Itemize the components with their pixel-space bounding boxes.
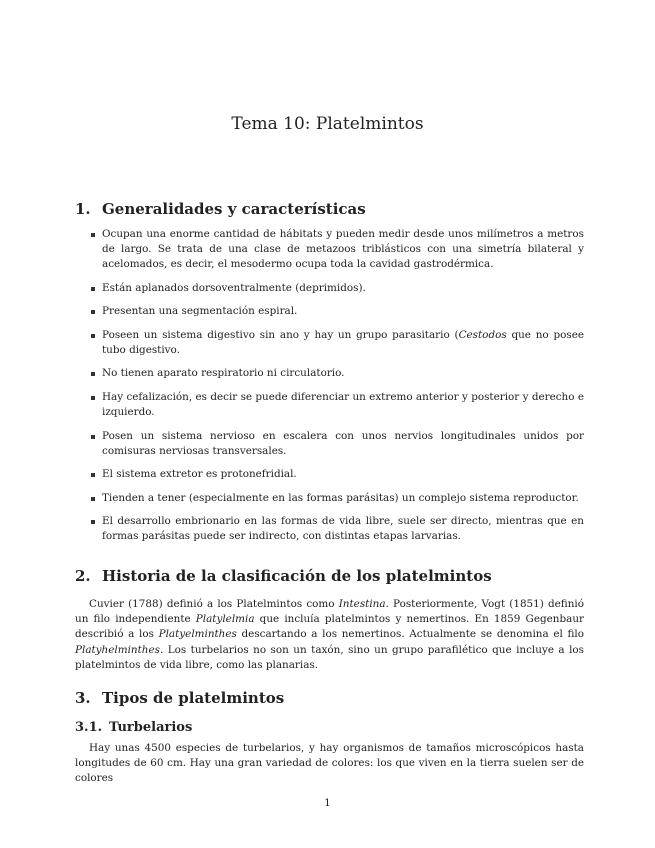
list-item-text: Están aplanados dorsoventralmente (deprimidos).	[102, 281, 366, 294]
list-item-text: Posen un sistema nervioso en escalera con unos nervios longitudinales unidos por comisuras nerviosas transversales.	[102, 429, 584, 457]
paragraph-text: . Posteriormente, Vogt (1851) definió un filo independiente	[75, 598, 584, 626]
section-title: Historia de la clasificación de los platelmintos	[102, 567, 492, 585]
list-item-text: No tienen aparato respiratorio ni circulatorio.	[102, 367, 345, 380]
page-number: 1	[324, 797, 331, 809]
list-item	[88, 514, 584, 544]
list-item	[88, 227, 584, 272]
paragraph-italic: Intestina	[338, 598, 386, 610]
bullet-icon	[91, 473, 95, 477]
list-item-text: El desarrollo embrionario en las formas de vida libre, suele ser directo, mientras que en formas parásitas puede ser indirecto, con distintas etapas larvarias.	[102, 515, 584, 543]
paragraph-text: Cuvier (1788) definió a los Platelmintos como	[89, 598, 339, 610]
section-number: 3.	[75, 689, 91, 707]
subsection-heading-3-1	[75, 720, 192, 735]
list-item	[88, 491, 584, 506]
list-item-text: Presentan una segmentación espiral.	[102, 305, 298, 318]
paragraph-italic: Platylelmia	[195, 613, 255, 626]
subsection-title: Turbelarios	[109, 720, 193, 735]
bullet-icon	[91, 287, 95, 291]
bullet-icon	[91, 372, 95, 376]
list-item	[88, 390, 584, 420]
section-number: 2.	[75, 567, 91, 585]
bullet-icon	[91, 334, 95, 338]
bullet-icon	[91, 310, 95, 314]
list-item	[88, 429, 584, 459]
bullet-icon	[91, 435, 95, 439]
list-item-italic: Cestodos	[458, 328, 507, 341]
list-item-text: Poseen un sistema digestivo sin ano y hay un grupo parasitario (	[102, 328, 459, 341]
bullet-icon	[91, 396, 95, 400]
list-item-text: Hay cefalización, es decir se puede diferenciar un extremo anterior y posterior y derecho e izquierdo.	[102, 390, 584, 418]
list-item	[88, 281, 584, 296]
list-item-text: que no posee tubo digestivo.	[102, 328, 585, 356]
characteristics-list	[88, 227, 584, 553]
bullet-icon	[91, 233, 95, 237]
list-item-text: Tienden a tener (especialmente en las formas parásitas) un complejo sistema reproductor.	[102, 491, 579, 504]
list-item-text: El sistema extretor es protonefridial.	[102, 468, 297, 481]
paragraph-italic: Platyelminthes	[158, 628, 237, 641]
paragraph-italic: Platyhelminthes	[75, 643, 160, 656]
list-item-text: Ocupan una enorme cantidad de hábitats y pueden medir desde unos milímetros a metros de largo. Se trata de una clase de metazoos triblásticos con una simetría bilateral y acelomados, es decir, el mesodermo ocupa toda la cavidad gastrodérmica.	[102, 228, 584, 270]
turbelarios-paragraph: Hay unas 4500 especies de turbelarios, y hay organismos de tamaños microscópicos hasta longitudes de 60 cm. Hay una gran variedad de colores: los que viven en la tierra suelen ser de colores	[75, 742, 584, 785]
paragraph-text: . Los turbelarios no son un taxón, sino un grupo parafilético que incluye a los platelmintos de vida libre, como las planarias.	[75, 643, 584, 671]
section-heading-3	[75, 689, 595, 707]
section-title: Tipos de platelmintos	[102, 689, 285, 707]
paragraph-text: que incluía platelmintos y nemertinos. En 1859 Gegenbaur describió a los	[75, 613, 584, 641]
subsection-number: 3.1.	[75, 720, 103, 735]
bullet-icon	[91, 520, 95, 524]
section-title: Generalidades y características	[102, 200, 366, 218]
section-heading-2	[75, 567, 595, 585]
list-item	[88, 366, 584, 381]
section-number: 1.	[75, 200, 91, 218]
document-title: Tema 10: Platelmintos	[231, 114, 424, 134]
section-heading-1	[75, 200, 595, 218]
list-item	[88, 304, 584, 319]
paragraph-text: descartando a los nemertinos. Actualmente se denomina el filo	[236, 628, 584, 641]
bullet-icon	[91, 497, 95, 501]
list-item	[88, 467, 584, 482]
list-item	[88, 328, 584, 358]
history-paragraph	[75, 597, 584, 673]
